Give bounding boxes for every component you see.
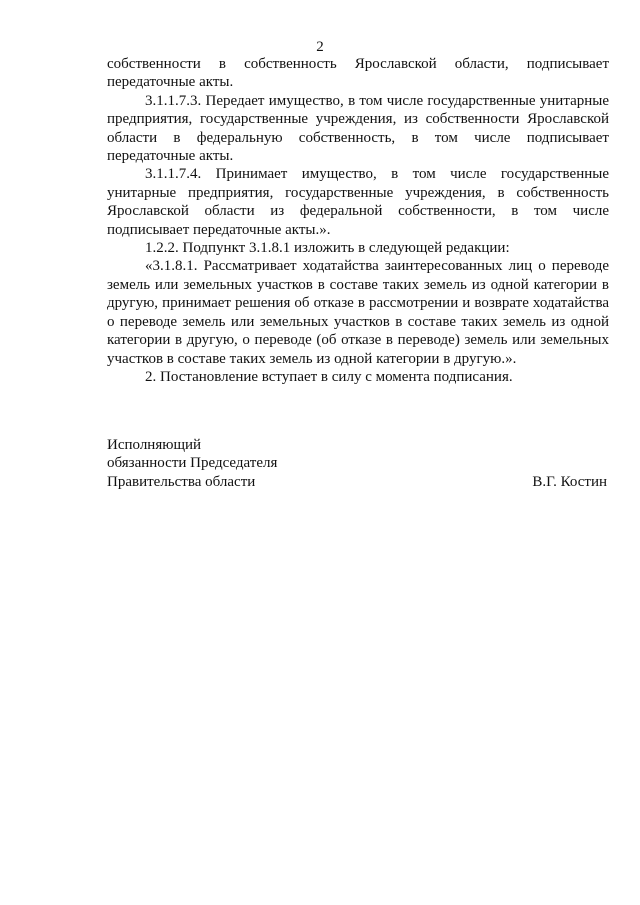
document-body <box>107 55 609 386</box>
paragraph-2-effective-date: 2. Постановление вступает в силу с момента подписания. <box>145 368 513 385</box>
paragraph-3-1-1-7-4: 3.1.1.7.4. Принимает имущество, в том числе государственные унитарные предприятия, государственные учреждения, в собственность Ярославской области из федеральной собственности, в том числе подписывает передаточные акты.». <box>107 166 609 238</box>
signatory-title-line-1: Исполняющий <box>107 437 202 453</box>
signatory-last-row <box>107 473 609 491</box>
paragraph-continuation: собственности в собственность Ярославской области, подписывает передаточные акты. <box>107 56 609 91</box>
signatory-name: В.Г. Костин <box>532 473 607 490</box>
paragraph-3-1-1-7-3: 3.1.1.7.3. Передает имущество, в том числе государственные унитарные предприятия, государственные учреждения, из собственности Ярославской области в федеральную собственность, в том числе подписывает передаточные акты. <box>107 92 609 165</box>
page-number: 2 <box>316 39 324 55</box>
paragraph-1-2-2: 1.2.2. Подпункт 3.1.8.1 изложить в следующей редакции: <box>145 240 510 257</box>
signatory-title-line-2: обязанности Председателя <box>107 455 278 472</box>
signatory-title-line-3: Правительства области <box>107 473 256 490</box>
paragraph-3-1-8-1: «3.1.8.1. Рассматривает ходатайства заинтересованных лиц о переводе земель или земельных участков в составе таких земель из одной категории в другую, принимает решения об отказе в рассмотрении и возврате ходатайства о переводе земель или земельных участков в составе таких земель из одной категории в другую, о переводе (об отказе в переводе) земель или земельных участков в составе таких земель из одной категории в другую.». <box>107 258 609 367</box>
signature-block <box>107 436 609 491</box>
